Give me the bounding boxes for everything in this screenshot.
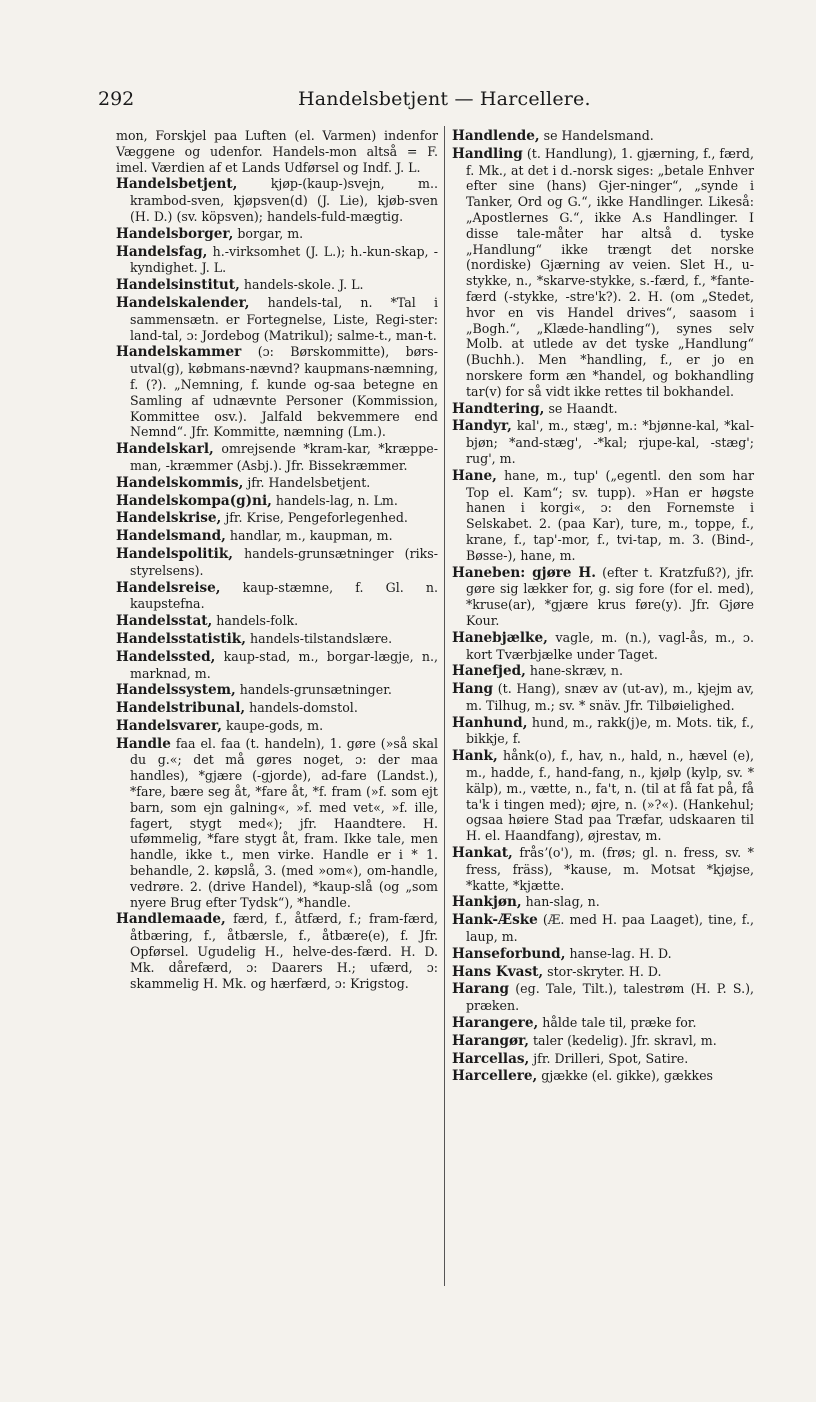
entry-definition: handels-tilstandslære.	[249, 630, 393, 646]
entry-definition: hane, m., tup' („egentl. den som har Top el. Kam“; sv. tupp). »Han er høgste hanen i korgi«, ɔ: den Fornemste i Selskabet. 2. (paa Kar), ture, m., toppe, f., krane, f., tap'-mor, f., tvi-tap, m. 3. (Bind-, Bøsse-), hane, m.	[466, 467, 754, 563]
dictionary-entry	[116, 546, 438, 579]
entry-definition: handels-domstol.	[249, 700, 358, 716]
entry-definition: (efter t. Kratzfuß?), jfr. gøre sig lækker for, g. sig fore (for el. med), *kruse(ar), *gjære krus føre(y). Jfr. Gjøre Kour.	[466, 564, 754, 628]
entry-definition: (t. Hang), snæv av (ut-av), m., kjejm av, m. Tilhug, m.; sv. * snäv. Jfr. Tilbøielighed.	[466, 681, 754, 713]
entry-definition: fråsʼ(o'), m. (frøs; gl. n. fress, sv. * fress, fräss), *kause, m. Motsat *kjøjse, *katte, *kjætte.	[466, 845, 754, 893]
entry-headword: Hankat,	[452, 845, 513, 862]
dictionary-entry	[116, 277, 438, 294]
dictionary-entry	[116, 244, 438, 277]
dictionary-entry	[452, 401, 754, 418]
dictionary-entry	[116, 613, 438, 630]
dictionary-entry	[452, 1051, 754, 1068]
entry-headword: Haneben: gjøre H.	[452, 564, 596, 581]
entry-headword: Handelskammer	[116, 344, 242, 361]
entry-headword: Hankjøn,	[452, 894, 522, 911]
entry-headword: Handelspolitik,	[116, 545, 234, 562]
dictionary-entry	[452, 565, 754, 629]
entry-headword: Handelsfag,	[116, 243, 208, 260]
entry-headword: Handelsbetjent,	[116, 176, 238, 193]
dictionary-entry	[452, 630, 754, 663]
entry-definition: jfr. Handelsbetjent.	[247, 474, 371, 490]
entry-definition: handlar, m., kaupman, m.	[229, 528, 393, 544]
dictionary-entry	[116, 226, 438, 243]
dictionary-entry	[116, 580, 438, 613]
entry-definition: borgar, m.	[237, 225, 304, 241]
entry-headword: Harcellere,	[452, 1068, 538, 1085]
entry-definition: gjække (el. gikke), gækkes	[541, 1068, 714, 1084]
entry-definition: (Æ. med H. paa Laaget), tine, f., laup, m.	[466, 912, 754, 945]
dictionary-entry	[116, 736, 438, 911]
dictionary-entry	[116, 682, 438, 699]
dictionary-entry	[452, 1033, 754, 1050]
dictionary-entry	[452, 128, 754, 145]
entry-definition: stor-skryter. H. D.	[547, 963, 662, 979]
entry-definition: hålde tale til, præke for.	[542, 1015, 697, 1031]
entry-headword: Harang	[452, 981, 510, 998]
dictionary-entry	[452, 715, 754, 748]
dictionary-entry	[116, 176, 438, 224]
dictionary-entry	[452, 912, 754, 945]
column-divider	[444, 126, 445, 1286]
dictionary-entry	[116, 911, 438, 991]
entry-definition: vagle, m. (n.), vagl-ås, m., ɔ. kort Tværbjælke under Taget.	[466, 629, 754, 662]
dictionary-entry	[116, 528, 438, 545]
entry-headword: Handyr,	[452, 418, 512, 435]
dictionary-entry	[452, 663, 754, 680]
entry-headword: Handelsvarer,	[116, 717, 222, 734]
entry-headword: Handelsborger,	[116, 225, 234, 242]
entry-headword: Handelskompa(g)ni,	[116, 492, 272, 509]
entry-definition: hund, m., rakk(j)e, m. Mots. tik, f., bikkje, f.	[466, 714, 754, 747]
dictionary-entry	[452, 1068, 754, 1085]
dictionary-entry	[452, 845, 754, 893]
dictionary-entry	[452, 681, 754, 714]
entry-headword: Handelssted,	[116, 648, 216, 665]
dictionary-entry	[116, 128, 438, 175]
entry-headword: Handtering,	[452, 400, 545, 417]
dictionary-entry	[116, 649, 438, 682]
entry-headword: Handlende,	[452, 128, 540, 144]
entry-definition: kaup-stæmne, f. Gl. n. kaupstefna.	[130, 579, 438, 612]
dictionary-entry	[452, 894, 754, 911]
entry-headword: Handlemaade,	[116, 911, 226, 928]
entry-headword: Hanebjælke,	[452, 629, 548, 646]
entry-definition: handels-grunsætninger.	[239, 682, 392, 698]
dictionary-entry	[116, 344, 438, 440]
entry-definition: handels-skole. J. L.	[243, 277, 364, 293]
entry-definition: hane-skræv, n.	[529, 663, 623, 679]
entry-headword: Handelsmand,	[116, 528, 226, 545]
entry-headword: Harcellas,	[452, 1050, 530, 1067]
entry-headword: Handelsstat,	[116, 613, 213, 630]
dictionary-entry	[452, 964, 754, 981]
entry-headword: Hanhund,	[452, 714, 528, 731]
entry-definition: hanse-lag. H. D.	[569, 945, 672, 961]
entry-headword: Handelssystem,	[116, 682, 236, 699]
dictionary-entry	[452, 418, 754, 466]
dictionary-entry	[452, 1015, 754, 1032]
entry-definition: se Handelsmand.	[543, 128, 654, 143]
entry-definition: (t. Handlung), 1. gjærning, f., færd, f. Mk., at det i d.-norsk siges: „betale Enhver efter sine (hans) Gjer-ninger“, „synde i Tanker, Ord og G.“, ikke Handlinger. Likeså: „Apostlernes G.“, ikke A.s Handlinger. I disse tale-måter har altså d. tyske „Handlung“ ikke trængt det norske (nordiske) Gjærning av veien. Slet H., u-stykke, n., *skarve-stykke, s.-færd, f., *fante-færd (-stykke, -stre'k?). 2. H. (om „Stedet, hvor en vis Handel drives“, saasom i „Bogh.“, „Klæde-handling“), synes selv Molb. at utlede av det tyske „Handlung“ (Buchh.). Men *handling, f., er jo en norskere form æn *handel, og bokhandling tar(v) for så vidt ikke rettes til bokhandel.	[466, 145, 754, 399]
running-head: Handelsbetjent — Harcellere.	[298, 88, 591, 110]
dictionary-entry	[116, 510, 438, 527]
entry-definition: taler (kedelig). Jfr. skravl, m.	[533, 1032, 717, 1048]
dictionary-entry	[452, 468, 754, 564]
entry-definition: kjøp-(kaup-)svejn, m.. krambod-sven, kjøpsven(d) (J. Lie), kjøb-sven (H. D.) (sv. köpsven); handels-fuld-mægtig.	[130, 176, 438, 224]
dictionary-entry	[116, 295, 438, 343]
entry-headword: Handelskommis,	[116, 474, 244, 491]
entry-headword: Hanefjed,	[452, 663, 526, 680]
dictionary-entry	[116, 718, 438, 735]
dictionary-entry	[452, 946, 754, 963]
page-number: 292	[98, 88, 135, 110]
entry-definition: (ɔ: Børskommitte), børs-utval(g), købmans-nævnd? kaupmans-næmning, f. (?). „Nemning, f. kunde og-saa betegne en Samling af udnævnte Personer (Kommission, Kommittee osv.). Jalfald bekvemmere end Nemnd“. Jfr. Kommitte, næmning (Lm.).	[130, 344, 438, 440]
entry-headword: Harangere,	[452, 1015, 539, 1032]
entry-headword: Hane,	[452, 467, 497, 484]
entry-headword: Hank-Æske	[452, 912, 538, 929]
entry-headword: Handelstribunal,	[116, 700, 246, 717]
entry-definition: færd, f., åtfærd, f.; fram-færd, åtbæring, f., åtbærsle, f., åtbære(e), f. Jfr. Opførsel. Ugudelig H., helve-des-færd. H. D. Mk. dårefærd, ɔ: Daarers H.; ufærd, ɔ: skammelig H. Mk. og hærfærd, ɔ: Krigstog.	[130, 911, 438, 991]
entry-definition: (eg. Tale, Tilt.), talestrøm (H. P. S.), præken.	[466, 981, 754, 1014]
dictionary-entry	[116, 631, 438, 648]
entry-headword: Harangør,	[452, 1032, 529, 1049]
entry-headword: Hanseforbund,	[452, 945, 566, 962]
left-column	[116, 128, 438, 992]
entry-headword: Hank,	[452, 748, 498, 765]
dictionary-entry	[452, 146, 754, 400]
entry-headword: Handelsinstitut,	[116, 277, 240, 294]
entry-definition: kaupe-gods, m.	[225, 717, 324, 733]
entry-definition: se Haandt.	[548, 400, 618, 416]
entry-definition: han-slag, n.	[525, 894, 600, 910]
entry-definition: handels-grunsætninger (riks-styrelsens).	[130, 545, 438, 578]
dictionary-entry	[116, 475, 438, 492]
entry-headword: Hang	[452, 681, 494, 698]
entry-definition: jfr. Drilleri, Spot, Satire.	[533, 1050, 689, 1066]
entry-definition: handels-lag, n. Lm.	[275, 492, 398, 508]
dictionary-entry	[452, 981, 754, 1014]
entry-headword: Handelskarl,	[116, 441, 214, 458]
entry-definition: jfr. Krise, Pengeforlegenhed.	[225, 510, 408, 526]
entry-definition: kaup-stad, m., borgar-lægje, n., marknad, m.	[130, 648, 438, 681]
entry-headword: Hans Kvast,	[452, 963, 544, 980]
entry-definition: h.-virksomhet (J. L.); h.-kun-skap, -kyndighet. J. L.	[130, 243, 438, 276]
dictionary-entry	[116, 700, 438, 717]
entry-definition: handels-tal, n. *Tal i sammensætn. er Fortegnelse, Liste, Regi-ster: land-tal, ɔ: Jordebog (Matrikul); salme-t., man-t.	[130, 294, 438, 343]
right-column	[452, 128, 754, 1086]
entry-definition: handels-folk.	[216, 613, 299, 629]
entry-headword: Handelskrise,	[116, 510, 222, 527]
entry-headword: Handelsreise,	[116, 579, 221, 596]
entry-definition: hånk(o), f., hav, n., hald, n., hævel (e), m., hadde, f., hand-fang, n., kjølp (kylp, sv. * kälp), m., vætte, n., fa't, n. (til at få fat på, få ta'k i tingen med); øjre, n. (»?«). (Hankehul; ogsaa høiere Stad paa Træfar, udskaaren til H. el. Haandfang), øjrestav, m.	[466, 748, 754, 844]
dictionary-entry	[452, 748, 754, 844]
entry-definition: mon, Forskjel paa Luften (el. Varmen) indenfor Væggene og udenfor. Handels-mon altså = F. imel. Værdien af et Lands Udførsel og Indf. J. L.	[116, 128, 438, 175]
dictionary-entry	[116, 493, 438, 510]
entry-definition: faa el. faa (t. handeln), 1. gøre (»så skal du g.«; det må gøres noget, ɔ: der maa handles), *gjære (-gjorde), ad-fare (Landst.), *fare, bære seg åt, *fare åt, *f. fram (»f. som ejt barn, som ejn galning«, »f. med vet«, »f. ille, fagert, stygt med«); jfr. Haandtere. H. ufømmelig, *fare stygt åt, fram. Ikke tale, men handle, ikke t., men virke. Handle er i * 1. behandle, 2. køpslå, 3. (med »om«), om-handle, vedrøre. 2. (drive Handel), *kaup-slå (og „som nyere Brug efter Tydsk“), *handle.	[130, 735, 438, 910]
page-header	[98, 88, 730, 118]
entry-definition: omrejsende *kram-kar, *kræppe-man, -kræmmer (Asbj.). Jfr. Bissekræmmer.	[130, 441, 438, 473]
entry-headword: Handelskalender,	[116, 294, 250, 311]
entry-headword: Handle	[116, 735, 171, 752]
entry-headword: Handling	[452, 145, 523, 162]
entry-headword: Handelsstatistik,	[116, 630, 246, 647]
entry-definition: kal', m., stæg', m.: *bjønne-kal, *kal-bjøn; *and-stæg', -*kal; rjupe-kal, -stæg'; rug', m.	[466, 418, 754, 466]
dictionary-entry	[116, 441, 438, 474]
